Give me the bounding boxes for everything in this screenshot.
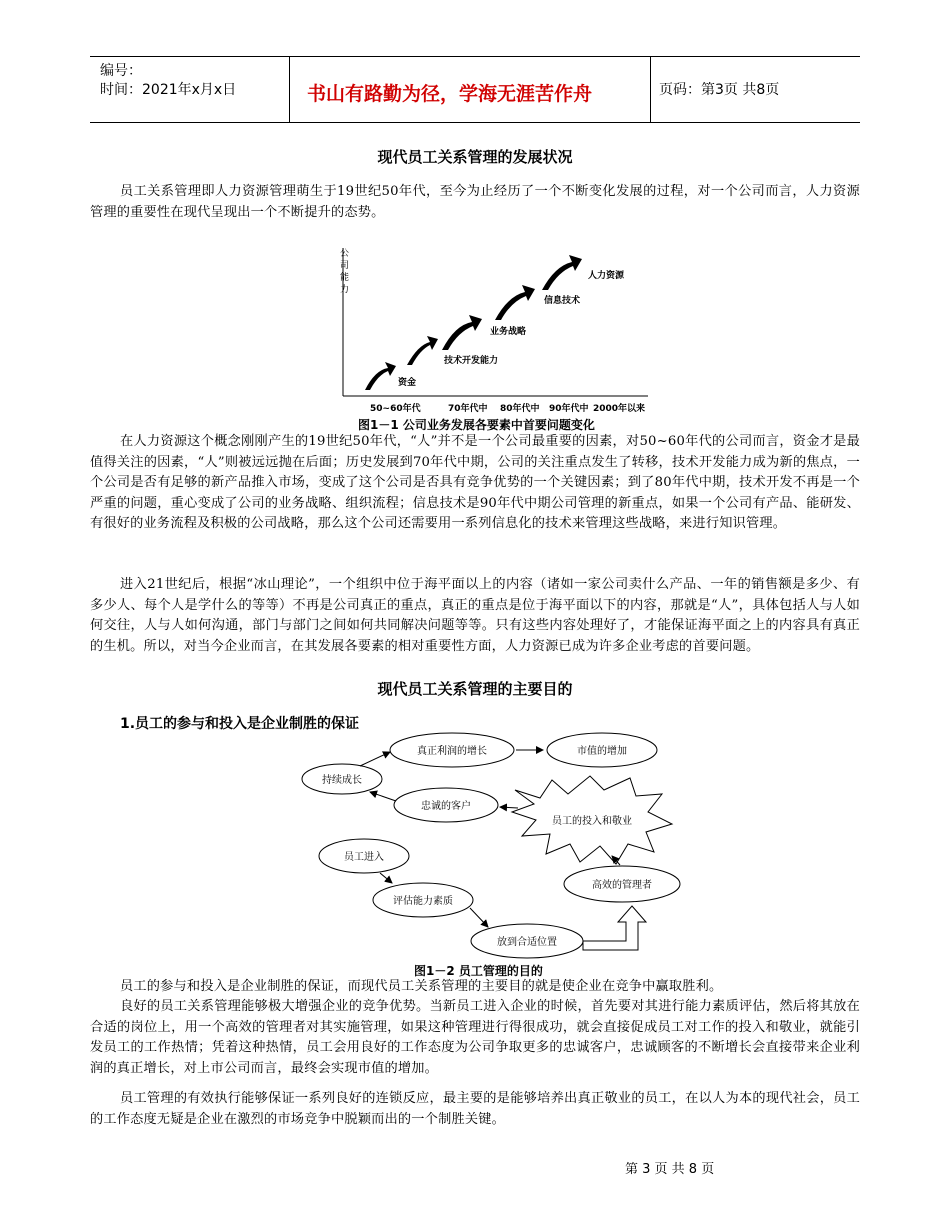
figure1-caption: 图1－1 公司业务发展各要素中首要问题变化: [358, 418, 595, 432]
figure1-step-4: 信息技术: [544, 296, 581, 306]
node-place: 放到合适位置: [497, 937, 557, 948]
arrow-assess-place: [470, 908, 488, 927]
header-divider-left: [289, 56, 290, 122]
arrow-place-manager: [583, 906, 646, 950]
header-divider-right: [650, 56, 651, 122]
figure1-xtick-1: 50~60年代: [370, 404, 421, 414]
header-bottom-rule: [90, 122, 860, 123]
section2-title: 现代员工关系管理的主要目的: [377, 680, 573, 698]
header-top-rule: [90, 56, 860, 57]
section2-para2: 良好的员工关系管理能够极大增强企业的竞争优势。当新员工进入企业的时候，首先要对其进行能力素质评估，然后将其放在合适的岗位上，用一个高效的管理者对其实施管理，如果这种管理进行得很成功，就会直接促成员工对工作的投入和敬业，就能引发员工的工作热情；凭着这种热情，员工会用良好的工作态度为公司争取更多的忠诚客户，忠诚顾客的不断增长会直接带来企业利润的真正增长，对上市公司而言，最终会实现市值的增加。: [90, 999, 860, 1076]
node-manager: 高效的管理者: [592, 880, 652, 891]
arrow-engage-loyal: [500, 807, 518, 808]
header-page: 页码：第3页 共8页: [659, 82, 780, 98]
figure1-arrow-1: [365, 362, 396, 390]
section1-title: 现代员工关系管理的发展状况: [377, 148, 573, 166]
figure1-xtick-3: 80年代中: [500, 404, 540, 414]
figure1-xtick-2: 70年代中: [448, 404, 488, 414]
figure1-arrow-3: [442, 315, 482, 350]
node-growth: 持续成长: [322, 775, 362, 786]
node-engage: 员工的投入和敬业: [552, 816, 632, 827]
footer-page-number: 第 3 页 共 8 页: [625, 1162, 715, 1177]
figure1-step-5: 人力资源: [588, 271, 625, 281]
figure1-step-3: 业务战略: [490, 327, 527, 337]
section2-subhead: 1.员工的参与和投入是企业制胜的保证: [120, 716, 360, 732]
figure1-arrow-5: [542, 255, 582, 290]
node-profit: 真正利润的增长: [417, 746, 487, 757]
arrow-enter-assess: [380, 873, 392, 883]
arrow-loyal-growth: [370, 792, 396, 801]
header-motto: 书山有路勤为径，学海无涯苦作舟: [307, 83, 593, 105]
section1-para3: 进入21世纪后，根据“冰山理论”，一个组织中位于海平面以上的内容（诸如一家公司卖什么产品、一年的销售额是多少、有多少人、每个人是学什么的等等）不再是公司真正的重点，真正的重点是位于海平面以下的内容，那就是“人”，具体包括人与人如何交往，人与人如何沟通，部门与部门之间如何共同解决问题等等。只有这些内容处理好了，才能保证海平面之上的内容具有真正的生机。所以，对当今企业而言，在其发展各要素的相对重要性方面，人力资源已成为许多企业考虑的首要问题。: [90, 577, 860, 654]
figure1-xtick-5: 2000年以来: [593, 404, 646, 414]
section1-para2: 在人力资源这个概念刚刚产生的19世纪50年代，“人”并不是一个公司最重要的因素，对50~60年代的公司而言，资金才是最值得关注的因素，“人”则被远远抛在后面；历史发展到70年代中期，公司的关注重点发生了转移，技术开发能力成为新的焦点，一个公司是否有足够的新产品推入市场，变成了这个公司是否具有竞争优势的一个关键因素；到了80年代中期，技术开发不再是一个严重的问题，重心变成了公司的业务战略、组织流程；信息技术是90年代中期公司管理的新重点，如果一个公司有产品、能研发、有很好的业务流程及积极的公司战略，那么这个公司还需要用一系列信息化的技术来管理这些战略，来进行知识管理。: [90, 434, 860, 531]
section1-intro: 员工关系管理即人力资源管理萌生于19世纪50年代，至今为止经历了一个不断变化发展的过程，对一个公司而言，人力资源管理的重要性在现代呈现出一个不断提升的态势。: [90, 184, 860, 220]
section2-para3: 员工管理的有效执行能够保证一系列良好的连锁反应，最主要的是能够培养出真正敬业的员工，在以人为本的现代社会，员工的工作态度无疑是企业在激烈的市场竞争中脱颖而出的一个制胜关键。: [90, 1091, 860, 1127]
node-assess: 评估能力素质: [393, 896, 453, 907]
node-loyal: 忠诚的客户: [421, 801, 471, 812]
node-market: 市值的增加: [577, 746, 627, 757]
arrow-growth-profit: [360, 752, 390, 766]
figure2-caption: 图1－2 员工管理的目的: [414, 964, 543, 978]
figure2-diagram: [290, 728, 710, 963]
figure1-step-1: 资金: [398, 378, 417, 388]
figure1-xtick-4: 90年代中: [549, 404, 589, 414]
section2-para1: 员工的参与和投入是企业制胜的保证，而现代员工关系管理的主要目的就是使企业在竞争中赢取胜利。: [120, 979, 723, 994]
node-enter: 员工进入: [344, 852, 384, 863]
figure1-step-2: 技术开发能力: [444, 356, 499, 366]
header-time: 时间：2021年x月x日: [100, 82, 237, 98]
figure1-chart: [330, 240, 660, 418]
header-code: 编号：: [100, 63, 142, 79]
figure1-arrow-2: [407, 336, 438, 365]
figure1-arrow-4: [495, 285, 535, 320]
figure1-y-axis-label: 公司能力: [340, 249, 350, 295]
